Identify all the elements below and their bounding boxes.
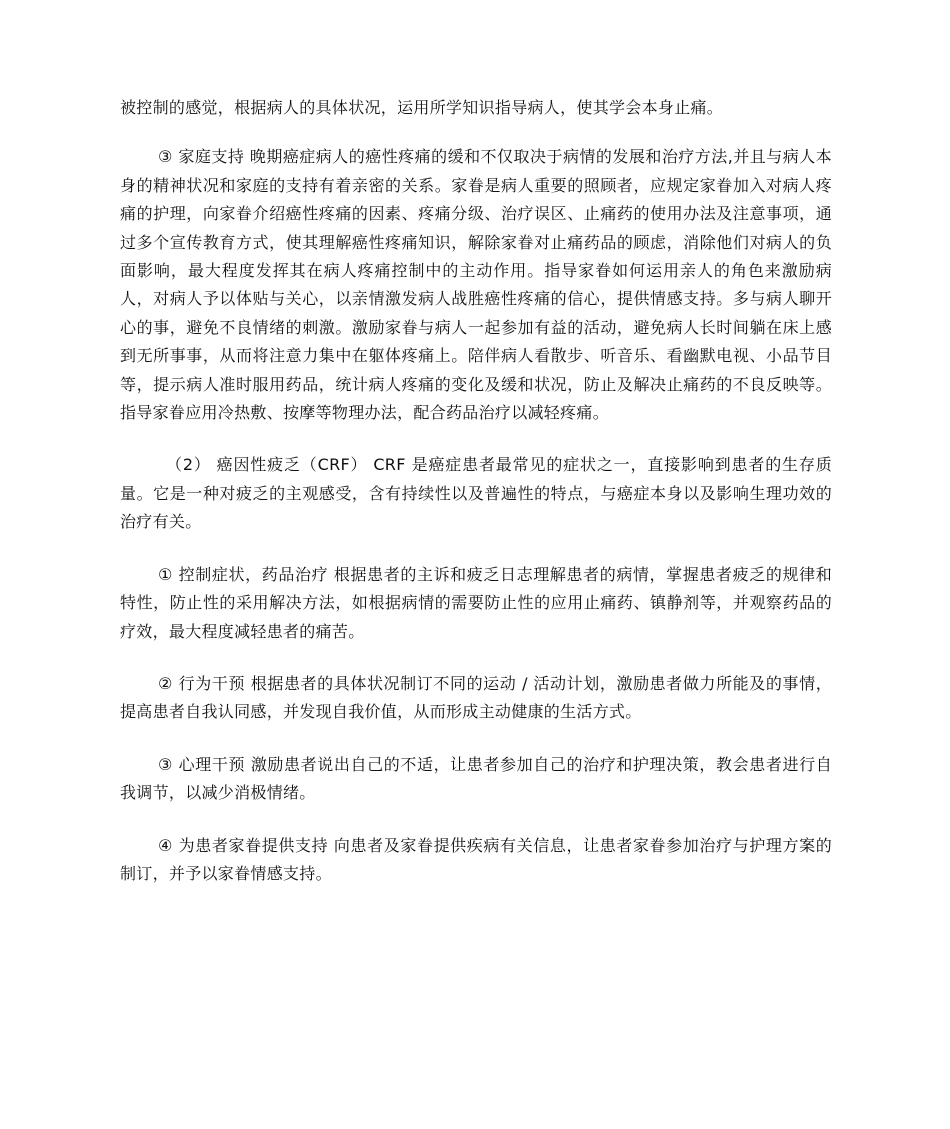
document-page	[120, 94, 832, 888]
paragraph-family-info-support: ④ 为患者家眷提供支持 向患者及家眷提供疾病有关信息，让患者家眷参加治疗与护理方案的制订，并予以家眷情感支持。	[120, 835, 832, 883]
paragraph-symptom-control: ① 控制症状，药品治疗 根据患者的主诉和疲乏日志理解患者的病情，掌握患者疲乏的规律和特性，防止性的采用解决方法，如根据病情的需要防止性的应用止痛药、镇静剂等，并观察药品的疗效，最大程度减轻患者的痛苦。	[120, 564, 832, 641]
paragraph-spacer	[120, 427, 832, 451]
paragraph-spacer	[120, 808, 832, 832]
paragraph-spacer	[120, 537, 832, 561]
paragraph-crf-intro: （2） 癌因性疲乏（CRF） CRF 是癌症患者最常见的症状之一，直接影响到患者的生存质量。它是一种对疲乏的主观感受，含有持续性以及普遍性的特点，与癌症本身以及影响生理功效的治疗有关。	[120, 455, 832, 532]
paragraph-spacer	[120, 122, 832, 143]
paragraph-spacer	[120, 646, 832, 670]
paragraph-behavior-intervention: ② 行为干预 根据患者的具体状况制订不同的运动 / 活动计划，激励患者做力所能及的事情，提高患者自我认同感，并发现自我价值，从而形成主动健康的生活方式。	[120, 673, 832, 722]
paragraph-spacer	[120, 727, 832, 751]
paragraph-family-support: ③ 家庭支持 晚期癌症病人的癌性疼痛的缓和不仅取决于病情的发展和治疗方法,并且与病人本身的精神状况和家庭的支持有着亲密的关系。家眷是病人重要的照顾者，应规定家眷加入对病人疼痛的护理，向家眷介绍癌性疼痛的因素、疼痛分级、治疗误区、止痛药的使用办法及注意事项，通过多个宣传教育方式，使其理解癌性疼痛知识，解除家眷对止痛药品的顾虑，消除他们对病人的负面影响，最大程度发挥其在病人疼痛控制中的主动作用。指导家眷如何运用亲人的角色来激励病人，对病人予以体贴与关心，以亲情激发病人战胜癌性疼痛的信心，提供情感支持。多与病人聊开心的事，避免不良情绪的刺激。激励家眷与病人一起参加有益的活动，避免病人长时间躺在床上感到无所事事，从而将注意力集中在躯体疼痛上。陪伴病人看散步、听音乐、看幽默电视、小品节目等，提示病人准时服用药品，统计病人疼痛的变化及缓和状况，防止及解决止痛药的不良反映等。指导家眷应用冷热敷、按摩等物理办法，配合药品治疗以减轻疼痛。	[120, 147, 832, 423]
paragraph-psych-intervention: ③ 心理干预 激励患者说出自己的不适，让患者参加自己的治疗和护理决策，教会患者进行自我调节，以减少消极情绪。	[120, 754, 832, 803]
paragraph-continuation: 被控制的感觉，根据病人的具体状况，运用所学知识指导病人，使其学会本身止痛。	[120, 98, 724, 117]
